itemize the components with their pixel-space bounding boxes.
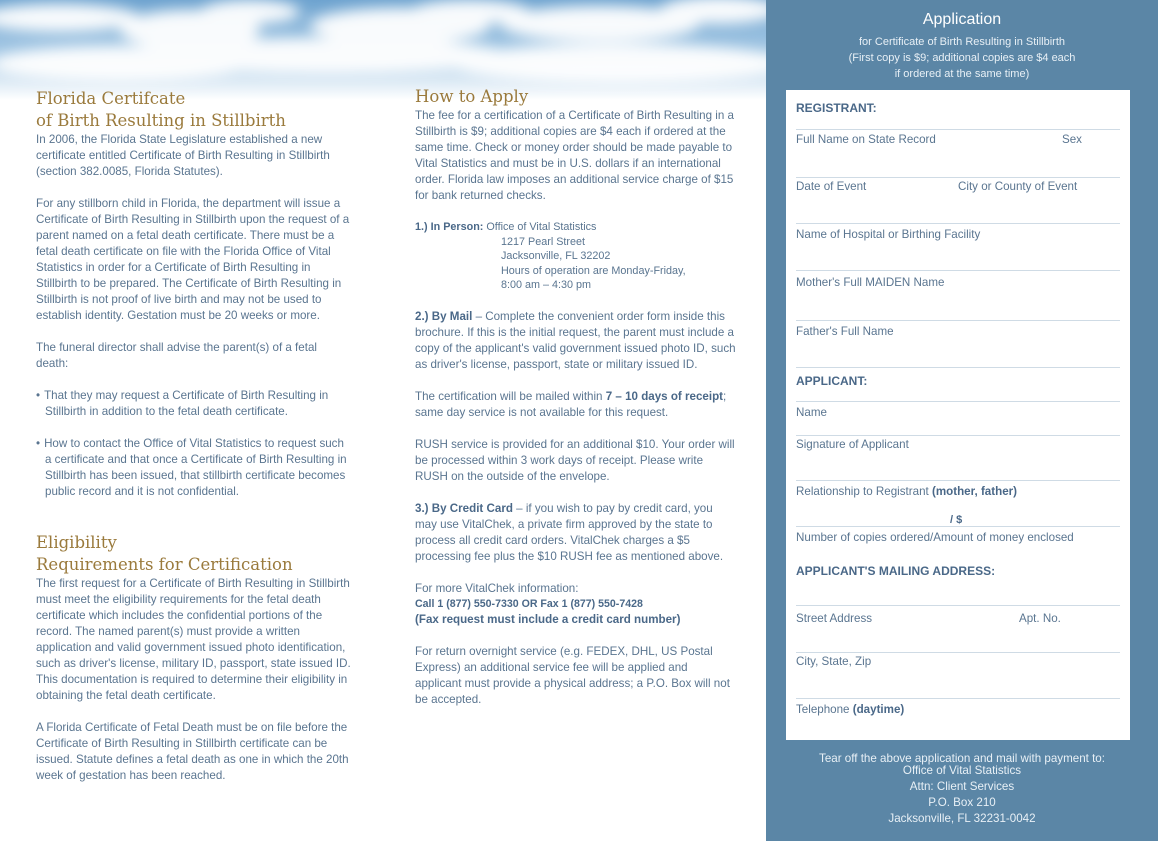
signature-label: Signature of Applicant	[796, 438, 909, 451]
in-person-city: Jacksonville, FL 32202	[501, 250, 611, 262]
application-subtitle-1: for Certificate of Birth Resulting in Stillbirth	[858, 36, 1066, 48]
by-mail-text: – Complete the convenient order form inside this brochure. If this is the initial request, the parent must include a copy of the applicant's valid government issued photo ID, such as driver's license, passport, state or military issued ID.	[415, 309, 736, 371]
application-panel	[766, 0, 1158, 841]
eligibility-title-2: Requirements for Certification	[36, 555, 293, 574]
mailing-address-heading: APPLICANT'S MAILING ADDRESS:	[796, 564, 996, 578]
form-rule	[796, 605, 1120, 606]
name-field[interactable]	[796, 435, 1120, 436]
relationship-text: Relationship to Registrant	[796, 485, 932, 498]
fee-paragraph: The fee for a certification of a Certificate of Birth Resulting in a Stillbirth is $9; additional copies are $4 each if ordered at the same time. Check or money order should be made payable to Vital Statistics and must be in U.S. dollars if an international order. Florida law imposes an additional service charge of $15 for bank returned checks.	[415, 109, 734, 202]
title-line-1: Florida Certifcate	[36, 89, 186, 108]
mother-name-label: Mother's Full MAIDEN Name	[796, 276, 945, 289]
registrant-heading: REGISTRANT:	[796, 101, 877, 115]
date-of-event-label: Date of Event	[796, 180, 867, 193]
mailed-post: ; same day service is not available for this request.	[415, 389, 727, 419]
full-name-field[interactable]	[796, 177, 1120, 178]
mailed-within-paragraph	[415, 389, 737, 421]
footer-attn: Attn: Client Services	[909, 780, 1015, 793]
relationship-label	[796, 485, 1017, 498]
telephone-daytime: (daytime)	[852, 703, 905, 716]
credit-card-label: 3.) By Credit Card	[415, 501, 513, 515]
application-title: Application	[922, 11, 1002, 28]
form-rule	[796, 129, 1120, 130]
overnight-paragraph: For return overnight service (e.g. FEDEX, DHL, US Postal Express) an additional service fee will be applied and applicant must provide a physical address; a P.O. Box will not be accepted.	[415, 644, 730, 706]
spacer	[36, 500, 352, 532]
rush-paragraph: RUSH service is provided for an additional $10. Your order will be processed within 3 work days of receipt. Please write RUSH on the outside of the envelope.	[415, 437, 735, 483]
form-rule	[796, 401, 1120, 402]
city-county-label: City or County of Event	[958, 180, 1078, 193]
mailed-days: 7 – 10 days of receipt	[605, 389, 724, 403]
relationship-options: (mother, father)	[931, 485, 1018, 498]
hospital-field[interactable]	[796, 270, 1120, 271]
credit-card-text: – if you wish to pay by credit card, you may use VitalChek, a private firm approved by the state to process all credit card orders. VitalChek charges a $5 processing fee plus the $10 RUSH fee as mentioned above.	[415, 501, 724, 563]
copies-label: Number of copies ordered/Amount of money enclosed	[796, 531, 1074, 544]
title-line-2: of Birth Resulting in Stillbirth	[36, 111, 286, 130]
street-address-field[interactable]	[796, 652, 1120, 653]
full-name-label: Full Name on State Record	[796, 133, 936, 146]
left-column	[36, 88, 352, 784]
telephone-text: Telephone	[796, 703, 853, 716]
mother-name-field[interactable]	[796, 320, 1120, 321]
in-person-times: 8:00 am – 4:30 pm	[501, 279, 592, 291]
stillborn-paragraph: For any stillborn child in Florida, the department will issue a Certificate of Birth Resulting in Stillbirth upon the request of a parent named on a fetal death certificate. There must be a fetal death certificate on file with the Florida Office of Vital Statistics in order for a Certificate of Birth Resulting in Stillbirth to be prepared. The Certificate of Birth Resulting in Stillbirth is not proof of live birth and may not be used to establish identity. Gestation must be 20 weeks or more.	[36, 197, 350, 322]
father-name-label: Father's Full Name	[796, 325, 894, 338]
city-state-zip-label: City, State, Zip	[796, 655, 872, 668]
eligibility-paragraph-2: A Florida Certificate of Fetal Death must be on file before the Certificate of Birth Resulting in Stillbirth certificate can be issued. Statute defines a fetal death as one in which the 20th week of gestation has been reached.	[36, 721, 349, 782]
more-info-line: For more VitalChek information:	[415, 581, 579, 595]
in-person-office: Office of Vital Statistics	[486, 221, 597, 233]
in-person-block	[415, 220, 737, 293]
funeral-director-paragraph: The funeral director shall advise the parent(s) of a fetal death:	[36, 341, 317, 370]
bullet-request-text: That they may request a Certificate of Birth Resulting in Stillbirth in addition to the fetal death certificate.	[44, 389, 329, 418]
by-mail-paragraph	[415, 309, 737, 373]
vitalchek-info-block	[415, 581, 737, 628]
application-form	[786, 90, 1130, 740]
fax-note-line: (Fax request must include a credit card number)	[415, 612, 681, 626]
in-person-hours: Hours of operation are Monday-Friday,	[501, 264, 686, 277]
name-label: Name	[796, 406, 827, 419]
telephone-label	[796, 703, 904, 716]
copies-amount-separator: / $	[950, 514, 963, 526]
eligibility-paragraph-1: The first request for a Certificate of Birth Resulting in Stillbirth must meet the eligibility requirements for the fetal death certificate which includes the confidential portions of the record. The named parent(s) must provide a written application and valid government issued photo identification, such as driver's license, military ID, passport, state issued ID. This documentation is required to determine their eligibility in obtaining the fetal death certificate.	[36, 577, 351, 702]
applicant-heading: APPLICANT:	[796, 374, 868, 388]
footer-po-box: P.O. Box 210	[928, 796, 996, 809]
bullet-contact	[36, 436, 352, 500]
bullet-request	[36, 388, 352, 420]
middle-column	[415, 86, 737, 708]
call-fax-line: Call 1 (877) 550-7330 OR Fax 1 (877) 550-7428	[415, 597, 643, 610]
city-state-zip-field[interactable]	[796, 698, 1120, 699]
apt-no-label: Apt. No.	[1019, 612, 1061, 625]
father-name-field[interactable]	[796, 367, 1120, 368]
signature-field[interactable]	[796, 480, 1120, 481]
sex-label: Sex	[1062, 133, 1082, 146]
sky-clouds-banner	[0, 0, 766, 100]
in-person-street: 1217 Pearl Street	[501, 235, 586, 248]
footer-office: Office of Vital Statistics	[902, 764, 1022, 777]
mailed-pre: The certification will be mailed within	[415, 389, 606, 403]
footer-city: Jacksonville, FL 32231-0042	[888, 812, 1036, 825]
footer-instruction: Tear off the above application and mail with payment to:	[819, 752, 1105, 765]
street-address-label: Street Address	[796, 612, 873, 625]
application-subtitle-2: (First copy is $9; additional copies are $4 each	[848, 52, 1076, 64]
copies-amount-field[interactable]	[796, 526, 1120, 527]
credit-card-paragraph	[415, 501, 737, 565]
in-person-label: 1.) In Person:	[415, 221, 484, 233]
intro-paragraph: In 2006, the Florida State Legislature established a new certificate entitled Certificate of Birth Resulting in Stillbirth (section 382.0085, Florida Statutes).	[36, 133, 330, 178]
hospital-label: Name of Hospital or Birthing Facility	[796, 228, 981, 241]
date-of-event-field[interactable]	[796, 223, 1120, 224]
how-to-apply-title: How to Apply	[415, 87, 529, 106]
bullet-contact-text: How to contact the Office of Vital Statistics to request such a certificate and that once a Certificate of Birth Resulting in Stillbirth has been issued, that stillbirth certificate becomes public record and it is not confidential.	[44, 437, 347, 498]
by-mail-label: 2.) By Mail	[415, 309, 473, 323]
eligibility-title-1: Eligibility	[36, 533, 117, 552]
application-subtitle-3: if ordered at the same time)	[894, 68, 1030, 80]
